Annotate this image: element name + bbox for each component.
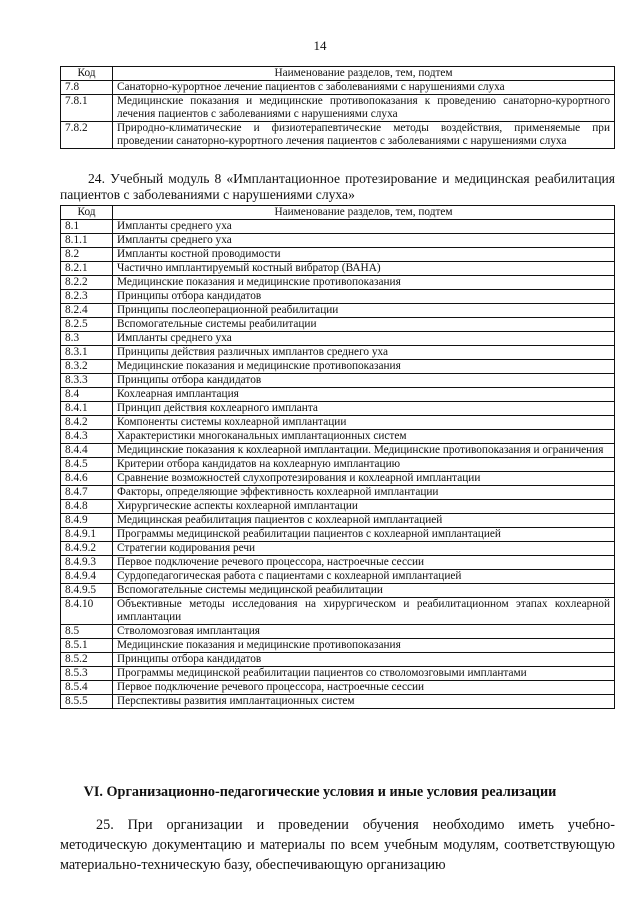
row-code: 8.2.4: [61, 304, 113, 318]
table-row: [61, 346, 615, 360]
row-name: Медицинские показания и медицинские противопоказания: [113, 360, 615, 374]
row-name: Вспомогательные системы медицинской реабилитации: [113, 584, 615, 598]
row-name: Частично имплантируемый костный вибратор (ВАНА): [113, 262, 615, 276]
row-name: Импланты среднего уха: [113, 220, 615, 234]
row-name: Стволомозговая имплантация: [113, 625, 615, 639]
row-code: 8.4.7: [61, 486, 113, 500]
table-row: [61, 430, 615, 444]
row-code: 8.4.10: [61, 598, 113, 625]
table-row: [61, 290, 615, 304]
row-code: 7.8.1: [61, 95, 113, 122]
row-code: 8.3.2: [61, 360, 113, 374]
row-code: 8.4.9.3: [61, 556, 113, 570]
row-name: Перспективы развития имплантационных систем: [113, 695, 615, 709]
row-name: Хирургические аспекты кохлеарной имплантации: [113, 500, 615, 514]
row-name: Медицинские показания к кохлеарной имплантации. Медицинские противопоказания и ограничения: [113, 444, 615, 458]
row-name: Импланты среднего уха: [113, 332, 615, 346]
row-name: Программы медицинской реабилитации пациентов со стволомозговыми имплантами: [113, 667, 615, 681]
table-row: [61, 388, 615, 402]
row-name: Медицинские показания и медицинские противопоказания к проведению санаторно-курортного лечения пациентов с заболеваниями с нарушениями слуха: [113, 95, 615, 122]
row-code: 8.4.9.1: [61, 528, 113, 542]
table-row: [61, 81, 615, 95]
row-name: Критерии отбора кандидатов на кохлеарную имплантацию: [113, 458, 615, 472]
table-row: [61, 625, 615, 639]
table-row: [61, 542, 615, 556]
row-code: 8.4.3: [61, 430, 113, 444]
table-row: [61, 570, 615, 584]
header-name: Наименование разделов, тем, подтем: [113, 67, 615, 81]
row-code: 8.4.5: [61, 458, 113, 472]
table-row: [61, 584, 615, 598]
table-row: [61, 262, 615, 276]
row-code: 8.4.2: [61, 416, 113, 430]
table-body: [61, 220, 615, 709]
table-row: [61, 122, 615, 149]
row-name: Медицинские показания и медицинские противопоказания: [113, 639, 615, 653]
row-name: Принципы послеоперационной реабилитации: [113, 304, 615, 318]
row-name: Вспомогательные системы реабилитации: [113, 318, 615, 332]
row-code: 8.4.8: [61, 500, 113, 514]
table-row: [61, 220, 615, 234]
row-code: 8.3.1: [61, 346, 113, 360]
table-row: [61, 681, 615, 695]
row-name: Медицинские показания и медицинские противопоказания: [113, 276, 615, 290]
table-row: [61, 402, 615, 416]
row-name: Санаторно-курортное лечение пациентов с заболеваниями с нарушениями слуха: [113, 81, 615, 95]
table-row: [61, 458, 615, 472]
row-code: 8.5.3: [61, 667, 113, 681]
table-row: [61, 444, 615, 458]
row-code: 8.2.2: [61, 276, 113, 290]
row-name: Компоненты системы кохлеарной имплантации: [113, 416, 615, 430]
row-code: 8.4.9: [61, 514, 113, 528]
row-name: Объективные методы исследования на хирургическом и реабилитационном этапах кохлеарной имплантации: [113, 598, 615, 625]
table-row: [61, 514, 615, 528]
row-name: Принципы действия различных имплантов среднего уха: [113, 346, 615, 360]
row-name: Кохлеарная имплантация: [113, 388, 615, 402]
table-row: [61, 95, 615, 122]
row-name: Принципы отбора кандидатов: [113, 374, 615, 388]
row-code: 8.3.3: [61, 374, 113, 388]
header-name: Наименование разделов, тем, подтем: [113, 206, 615, 220]
row-code: 8.2.1: [61, 262, 113, 276]
row-name: Факторы, определяющие эффективность кохлеарной имплантации: [113, 486, 615, 500]
row-code: 7.8: [61, 81, 113, 95]
row-code: 8.2.3: [61, 290, 113, 304]
section-heading: VI. Организационно-педагогические условия и иные условия реализации: [83, 784, 557, 800]
table-body: [61, 81, 615, 149]
table-row: [61, 304, 615, 318]
row-code: 8.4.9.4: [61, 570, 113, 584]
row-code: 8.4.6: [61, 472, 113, 486]
table-module-7: [60, 66, 615, 149]
paragraph: 25. При организации и проведении обучения необходимо иметь учебно-методическую документацию и материалы по всем учебным модулям, соответствующую материально-техническую базу, обеспечивающую организацию: [60, 817, 615, 873]
row-code: 8.3: [61, 332, 113, 346]
table-row: [61, 556, 615, 570]
row-code: 8.5.4: [61, 681, 113, 695]
table-module-8: [60, 205, 615, 709]
row-code: 8.2.5: [61, 318, 113, 332]
row-name: Природно-климатические и физиотерапевтические методы воздействия, применяемые при проведении санаторно-курортного лечения пациентов с заболеваниями с нарушениями слуха: [113, 122, 615, 149]
table-row: [61, 598, 615, 625]
table-row: [61, 653, 615, 667]
table-row: [61, 374, 615, 388]
row-code: 8.5.1: [61, 639, 113, 653]
table-row: [61, 248, 615, 262]
table-row: [61, 416, 615, 430]
table-row: [61, 528, 615, 542]
row-name: Характеристики многоканальных имплантационных систем: [113, 430, 615, 444]
row-code: 8.4.4: [61, 444, 113, 458]
row-name: Первое подключение речевого процессора, настроечные сессии: [113, 681, 615, 695]
row-name: Принципы отбора кандидатов: [113, 653, 615, 667]
row-name: Стратегии кодирования речи: [113, 542, 615, 556]
row-code: 8.4.9.2: [61, 542, 113, 556]
row-name: Программы медицинской реабилитации пациентов с кохлеарной имплантацией: [113, 528, 615, 542]
row-name: Принцип действия кохлеарного импланта: [113, 402, 615, 416]
table-row: [61, 332, 615, 346]
table-row: [61, 234, 615, 248]
row-code: 8.4.1: [61, 402, 113, 416]
table-row: [61, 472, 615, 486]
row-code: 8.5.2: [61, 653, 113, 667]
table-row: [61, 695, 615, 709]
module-heading: 24. Учебный модуль 8 «Имплантационное протезирование и медицинская реабилитация пациентов с заболеваниями с нарушениями слуха»: [60, 171, 615, 202]
row-code: 8.5: [61, 625, 113, 639]
row-code: 8.1.1: [61, 234, 113, 248]
row-code: 8.4: [61, 388, 113, 402]
row-code: 8.5.5: [61, 695, 113, 709]
row-name: Сурдопедагогическая работа с пациентами с кохлеарной имплантацией: [113, 570, 615, 584]
row-code: 8.2: [61, 248, 113, 262]
row-name: Сравнение возможностей слухопротезирования и кохлеарной имплантации: [113, 472, 615, 486]
row-name: Медицинская реабилитация пациентов с кохлеарной имплантацией: [113, 514, 615, 528]
row-code: 8.4.9.5: [61, 584, 113, 598]
table-row: [61, 318, 615, 332]
row-code: 8.1: [61, 220, 113, 234]
table-row: [61, 486, 615, 500]
table-row: [61, 276, 615, 290]
row-name: Импланты костной проводимости: [113, 248, 615, 262]
page-number: 14: [313, 38, 327, 53]
table-row: [61, 360, 615, 374]
header-code: Код: [61, 206, 113, 220]
header-code: Код: [61, 67, 113, 81]
table-row: [61, 500, 615, 514]
table-header-row: [61, 67, 615, 81]
table-header-row: [61, 206, 615, 220]
table-row: [61, 639, 615, 653]
row-name: Импланты среднего уха: [113, 234, 615, 248]
row-name: Принципы отбора кандидатов: [113, 290, 615, 304]
table-row: [61, 667, 615, 681]
row-name: Первое подключение речевого процессора, настроечные сессии: [113, 556, 615, 570]
row-code: 7.8.2: [61, 122, 113, 149]
